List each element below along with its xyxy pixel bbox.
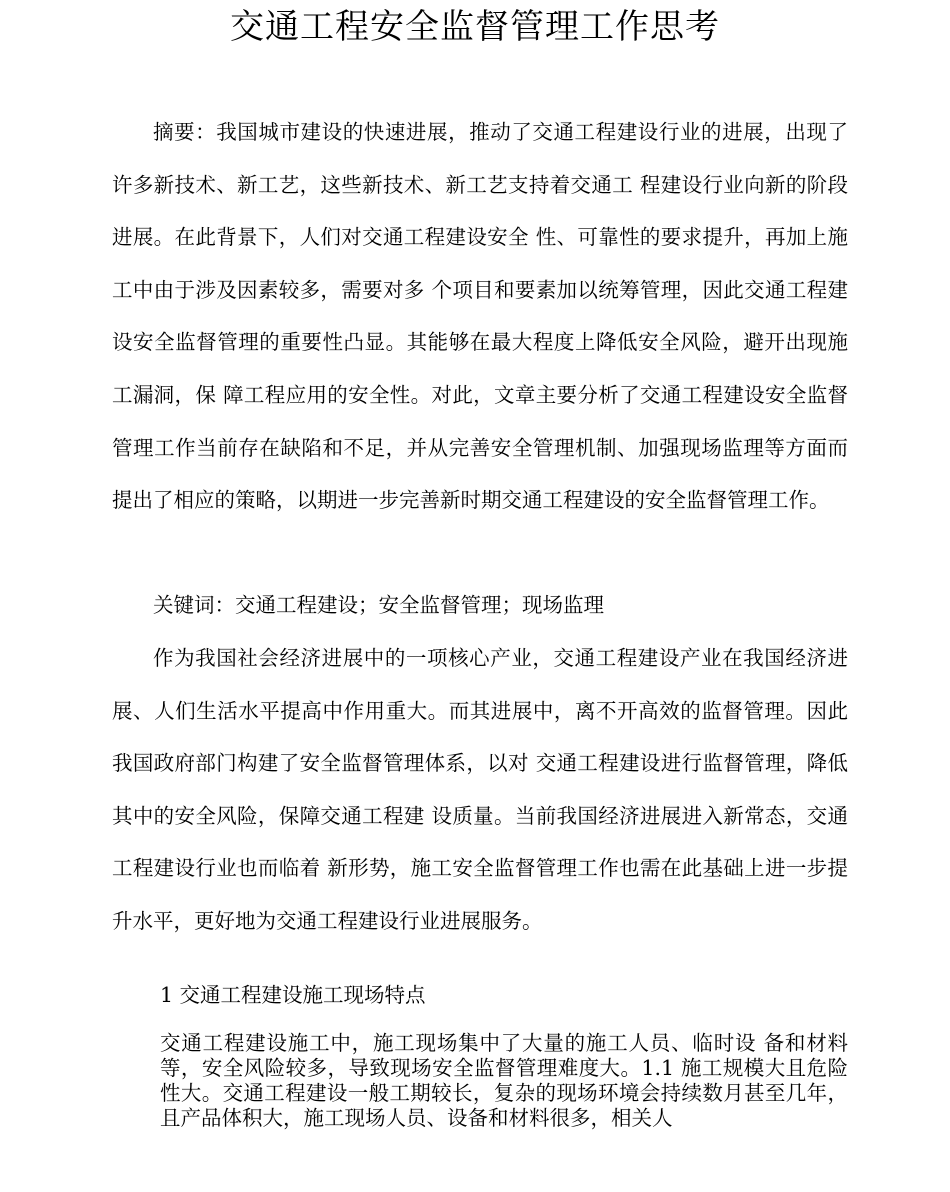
abstract-section — [112, 106, 848, 527]
document-title: 交通工程安全监督管理工作思考 — [230, 7, 720, 47]
introduction-paragraph: 作为我国社会经济进展中的一项核心产业，交通工程建设产业在我国经济进展、人们生活水平提高中作用重大。而其进展中，离不开高效的监督管理。因此我国政府部门构建了安全监督管理体系，以对 交通工程建设进行监督管理，降低其中的安全风险，保障交通工程建 设质量。当前我国经济进展进入新常态，交通工程建设行业也而临着 新形势，施工安全监督管理工作也需在此基础上进一步提升水平，更好地为交通工程建设行业进展服务。 — [112, 646, 848, 933]
section-body-paragraph: 交通工程建设施工中，施工现场集中了大量的施工人员、临时设 备和材料等，安全风险较多，导致现场安全监督管理难度大。1.1 施工规模大且危险性大。交通工程建设一般工期较长，复杂的现场环境会持续数月甚至几年，且产品体积大，施工现场人员、设备和材料很多，相关人 — [160, 1031, 848, 1130]
abstract-paragraph: 摘要：我国城市建设的快速进展，推动了交通工程建设行业的进展，出现了许多新技术、新工艺，这些新技术、新工艺支持着交通工 程建设行业向新的阶段进展。在此背景下，人们对交通工程建设安全 性、可靠性的要求提升，再加上施工中由于涉及因素较多，需要对多 个项目和要素加以统筹管理，因此交通工程建设安全监督管理的重要性凸显。其能够在最大程度上降低安全风险，避开出现施工漏洞，保 障工程应用的安全性。对此，文章主要分析了交通工程建设安全监督管理工作当前存在缺陷和不足，并从完善安全管理机制、加强现场监理等方面而提出了相应的策略，以期进一步完善新时期交通工程建设的安全监督管理工作。 — [112, 120, 848, 513]
section-heading: 1 交通工程建设施工现场特点 — [160, 983, 426, 1007]
introduction-section — [112, 632, 848, 948]
keywords-paragraph: 关键词：交通工程建设；安全监督管理；现场监理 — [153, 593, 604, 617]
keywords-section — [112, 579, 848, 632]
